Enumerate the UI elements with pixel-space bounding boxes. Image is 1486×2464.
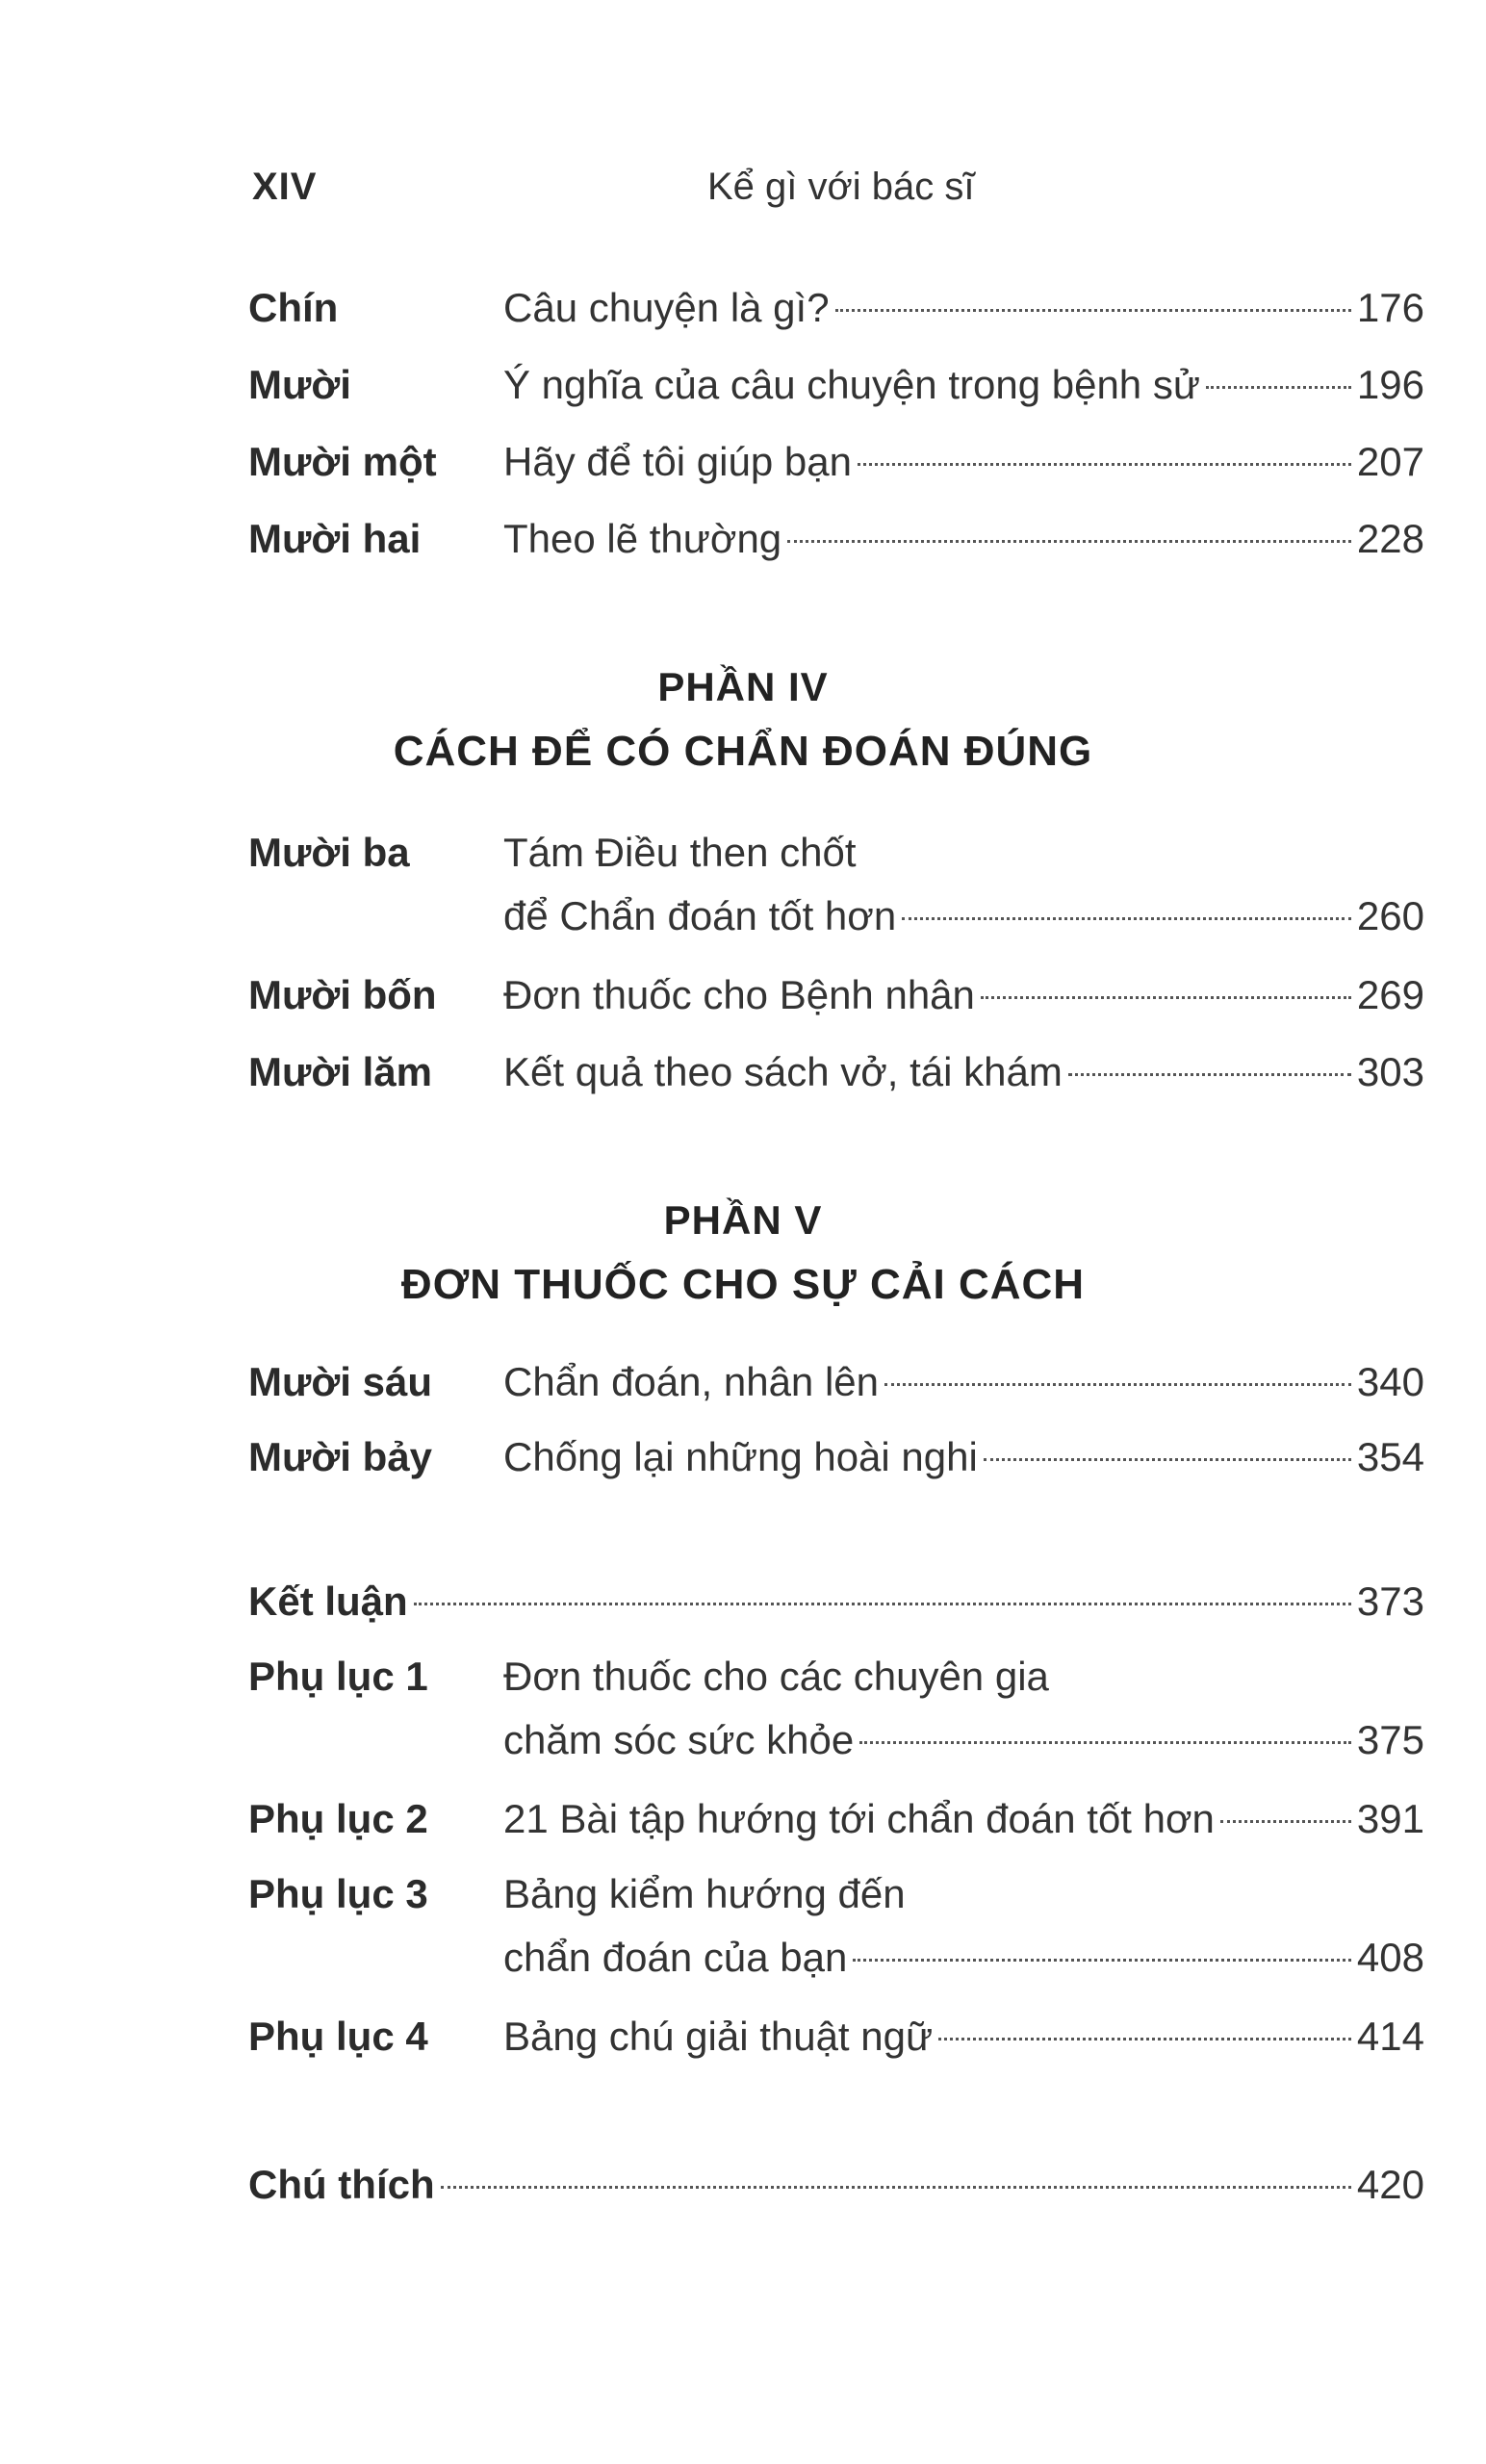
dot-leader <box>984 1458 1351 1461</box>
dot-leader <box>884 1383 1351 1386</box>
toc-entry[interactable] <box>248 516 1424 574</box>
dot-leader <box>853 1959 1351 1962</box>
page-ref: 303 <box>1356 1049 1424 1094</box>
notes-label: Chú thích <box>248 2162 435 2207</box>
chapter-title: Ý nghĩa của câu chuyện trong bệnh sử <box>503 362 1200 407</box>
page-ref: 375 <box>1356 1717 1424 1762</box>
dot-leader <box>1206 386 1351 389</box>
chapter-label: Mười <box>248 362 351 407</box>
page-ref: 408 <box>1356 1935 1424 1980</box>
page-ref: 260 <box>1356 893 1424 938</box>
toc-entry[interactable] <box>248 362 1424 420</box>
page-ref: 176 <box>1356 285 1424 330</box>
chapter-title: Chống lại những hoài nghi <box>503 1434 978 1479</box>
chapter-title-line1: Tám Điều then chốt <box>503 830 857 875</box>
chapter-title: Chẩn đoán, nhân lên <box>503 1359 879 1404</box>
appendix-title: 21 Bài tập hướng tới chẩn đoán tốt hơn <box>503 1796 1215 1841</box>
toc-entry-appendix[interactable] <box>248 1871 1424 1996</box>
appendix-title-line2: chăm sóc sức khỏe <box>503 1717 855 1762</box>
chapter-label: Mười ba <box>248 830 410 875</box>
dot-leader <box>981 996 1351 999</box>
toc-entry-conclusion[interactable] <box>248 1578 1424 1636</box>
toc-entry[interactable] <box>248 285 1424 343</box>
chapter-title-line2: để Chẩn đoán tốt hơn <box>503 893 897 938</box>
chapter-title: Đơn thuốc cho Bệnh nhân <box>503 972 975 1017</box>
page-ref: 207 <box>1356 439 1424 484</box>
appendix-label: Phụ lục 1 <box>248 1654 428 1699</box>
running-header-title: Kể gì với bác sĩ <box>707 166 975 208</box>
dot-leader <box>938 2038 1351 2040</box>
dot-leader <box>835 309 1351 312</box>
chapter-title: Hãy để tôi giúp bạn <box>503 439 852 484</box>
toc-entry-appendix[interactable] <box>248 2014 1424 2071</box>
appendix-title: Bảng chú giải thuật ngữ <box>503 2014 934 2059</box>
chapter-label: Mười hai <box>248 516 422 561</box>
page-ref: 420 <box>1356 2162 1424 2207</box>
toc-entry[interactable] <box>248 439 1424 497</box>
appendix-title-line1: Đơn thuốc cho các chuyên gia <box>503 1654 1049 1699</box>
chapter-label: Mười lăm <box>248 1049 432 1094</box>
dot-leader <box>414 1603 1351 1605</box>
chapter-label: Mười một <box>248 439 437 484</box>
appendix-label: Phụ lục 3 <box>248 1871 428 1916</box>
chapter-title: Theo lẽ thường <box>503 516 782 561</box>
dot-leader <box>787 540 1351 543</box>
toc-entry[interactable] <box>248 1434 1424 1492</box>
page-ref: 414 <box>1356 2014 1424 2059</box>
page-number: XIV <box>252 166 318 208</box>
appendix-title-line1: Bảng kiểm hướng đến <box>503 1871 906 1916</box>
page-ref: 391 <box>1356 1796 1424 1841</box>
toc-entry-notes[interactable] <box>248 2162 1424 2220</box>
chapter-label: Mười bốn <box>248 972 437 1017</box>
toc-entry-appendix[interactable] <box>248 1654 1424 1779</box>
dot-leader <box>858 463 1351 466</box>
appendix-label: Phụ lục 4 <box>248 2014 428 2059</box>
page-ref: 340 <box>1356 1359 1424 1404</box>
conclusion-label: Kết luận <box>248 1578 408 1624</box>
appendix-title-line2: chẩn đoán của bạn <box>503 1935 848 1980</box>
dot-leader <box>902 917 1351 920</box>
page-ref: 373 <box>1356 1578 1424 1624</box>
dot-leader <box>1220 1820 1351 1823</box>
chapter-title: Kết quả theo sách vở, tái khám <box>503 1049 1063 1094</box>
toc-entry[interactable] <box>248 972 1424 1030</box>
part-title: ĐƠN THUỐC CHO SỰ CẢI CÁCH <box>400 1261 1086 1308</box>
dot-leader <box>859 1741 1351 1744</box>
page-ref: 196 <box>1356 362 1424 407</box>
dot-leader <box>441 2186 1351 2189</box>
toc-entry[interactable] <box>248 830 1424 955</box>
part-heading: PHẦN IV <box>657 664 829 709</box>
page-ref: 354 <box>1356 1434 1424 1479</box>
chapter-title: Câu chuyện là gì? <box>503 285 830 330</box>
chapter-label: Mười bảy <box>248 1434 432 1479</box>
page-ref: 228 <box>1356 516 1424 561</box>
dot-leader <box>1068 1073 1351 1076</box>
part-heading: PHẦN V <box>663 1197 823 1243</box>
chapter-label: Chín <box>248 285 339 330</box>
toc-entry[interactable] <box>248 1049 1424 1107</box>
page-ref: 269 <box>1356 972 1424 1017</box>
chapter-label: Mười sáu <box>248 1359 432 1404</box>
appendix-label: Phụ lục 2 <box>248 1796 428 1841</box>
toc-entry[interactable] <box>248 1359 1424 1417</box>
part-title: CÁCH ĐỂ CÓ CHẨN ĐOÁN ĐÚNG <box>393 728 1093 775</box>
toc-entry-appendix[interactable] <box>248 1796 1424 1854</box>
